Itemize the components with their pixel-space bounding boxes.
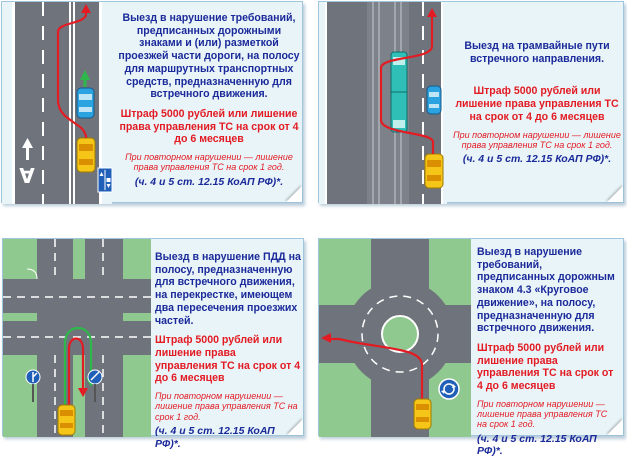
card-3-law-ref: (ч. 4 и 5 ст. 12.15 КоАП РФ)*. — [155, 425, 275, 450]
card-bus-lane-violation — [1, 1, 303, 203]
card-2-description: Выезд на трамвайные пути встречного направления. — [464, 40, 610, 65]
card-1-description: Выезд в нарушение требований, предписанных дорожными знаками и (или) разметкой проезжей части дороги, на полосу для маршрутных транспортных средств, предназначенную для встречного движения. — [118, 12, 300, 101]
bus-lane-marking: А — [19, 163, 35, 187]
card-1-law-ref: (ч. 4 и 5 ст. 12.15 КоАП РФ)*. — [134, 175, 284, 188]
card-2-repeat-note: При повторном нарушении — лишение права управления ТС на срок 1 год. — [453, 129, 621, 150]
card-1-fine: Штраф 5000 рублей или лишение права управления ТС на срок от 4 до 6 месяцев — [119, 107, 299, 146]
card-4-description: Выезд в нарушение требований, предписанных дорожным знаком 4.3 «Круговое движение», на полосу, предназначенную для встречного движения. — [477, 246, 615, 335]
card-4-law-ref: (ч. 4 и 5 ст. 12.15 КоАП РФ)*. — [477, 432, 597, 458]
blue-car — [427, 86, 441, 114]
yellow-car — [414, 399, 431, 429]
card-tram-tracks-violation — [318, 1, 624, 203]
scene-tram-tracks — [319, 2, 447, 204]
card-3-description: Выезд в нарушение ПДД на полосу, предназначенную для встречного движения, на перекрестке, имеющем два пересечения проезжих частей. — [155, 251, 301, 327]
yellow-car — [425, 154, 443, 188]
card-1-repeat-note: При повторном нарушении — лишение права управления ТС на срок 1 год. — [125, 152, 293, 173]
card-4-repeat-note: При повторном нарушении — лишение права управления ТС на срок 1 год. — [477, 398, 608, 430]
card-4-fine: Штраф 5000 рублей или лишение права управления ТС на срок от 4 до 6 месяцев — [477, 341, 614, 393]
card-2-fine: Штраф 5000 рублей или лишение права управления ТС на срок от 4 до 6 месяцев — [455, 85, 619, 123]
card-roundabout-violation — [318, 238, 624, 458]
scene-roundabout — [319, 239, 471, 437]
card-2-law-ref: (ч. 4 и 5 ст. 12.15 КоАП РФ)*. — [462, 153, 612, 166]
scene-bus-lane — [2, 2, 112, 204]
card-3-repeat-note: При повторном нарушении — лишение права управления ТС на срок 1 год. — [155, 391, 298, 422]
blue-car — [77, 88, 94, 118]
scene-intersection — [3, 239, 151, 437]
yellow-car — [77, 138, 95, 172]
tram — [391, 52, 407, 132]
card-intersection-violation — [2, 238, 304, 450]
card-3-fine: Штраф 5000 рублей или лишение права управления ТС на срок от 4 до 6 месяцев — [155, 334, 301, 385]
bus-lane-sign-icon — [98, 168, 112, 192]
roundabout-sign-icon — [439, 379, 459, 399]
yellow-car — [58, 405, 75, 435]
